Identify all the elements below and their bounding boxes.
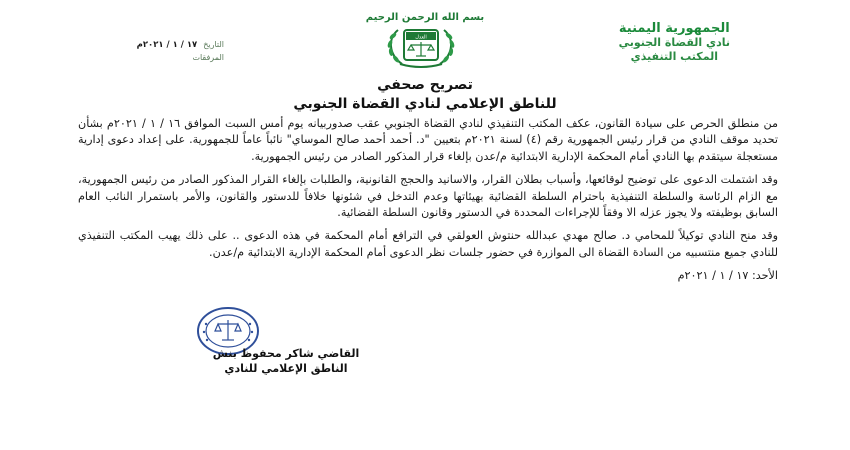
attachments-label: المرفقات (192, 53, 224, 62)
title-line-2: للناطق الإعلامي لنادي القضاة الجنوبي (293, 96, 557, 112)
org-club: نادي القضاة الجنوبي (618, 36, 730, 49)
judges-club-emblem-icon (378, 24, 464, 68)
statement-date: الأحد: ١٧ / ١ / ٢٠٢١م (677, 269, 778, 283)
paragraph-1: من منطلق الحرص على سيادة القانون، عكف المكتب التنفيذي لنادي القضاة الجنوبي عقب صدوربيانه يوم أمس السبت الموافق ١٦ / ١ / ٢٠٢١م بشأن تحديد موقف النادي من قرار رئيس الجمهورية رقم (٤) لسنة ٢٠٢١م بتعيين "د. أحمد أحمد صالح الموساي" نائباً عاماً للجمهورية. على إعداد دعوى إدارية مستعجلة سيتقدم بها النادي أمام المحكمة الإدارية الابتدائية م/عدن بإلغاء قرار المذكور الصادر من رئيس الجمهورية. (78, 117, 779, 163)
org-office: المكتب التنفيذي (630, 50, 718, 63)
signatory-name: القاضي شاكر محفوظ بنش (212, 347, 360, 360)
title-line-1: تصريح صحفي (377, 77, 473, 93)
basmala: بسم الله الرحمن الرحيم (365, 12, 485, 23)
document-meta (84, 40, 224, 62)
signature-block (196, 346, 376, 376)
signatory-role: الناطق الإعلامي للنادي (224, 362, 348, 375)
svg-text:العدل: العدل (415, 34, 427, 41)
paragraph-3: وقد منح النادي توكيلاً للمحامي د. صالح مهدي عبدالله حنتوش العولقي في الترافع أمام المحكمة في هذه الدعوى .. على ذلك يهيب المكتب التنفيذي للنادي جميع منتسبيه من السادة القضاة الى الموازرة في حضور جلسات نظر الدعوى أمام المحكمة الإدارية الابتدائية م/عدن. (78, 229, 778, 259)
page-title (0, 76, 850, 114)
org-country: الجمهورية اليمنية (618, 21, 730, 36)
date-value: ١٧ / ١ / ٢٠٢١م (136, 40, 198, 50)
organization-header (619, 22, 730, 64)
date-label: التاريخ (203, 40, 224, 49)
statement-body (78, 116, 778, 292)
paragraph-2: وقد اشتملت الدعوى على توضيح لوقائعها، وأسباب بطلان القرار، والاسانيد والحجج القانونية، والطلبات بإلغاء القرار المذكور الصادر من رئيس الجمهورية، مع الزام الرئاسة والسلطة التنفيذية باحترام السلطة القضائية بهيئاتها وعدم التدخل في شئونها خلافاً للدستور والقانون، والأمر باستمرار النائب العام السابق بوظيفته ولا يجوز عزله الا وفقاً للإجراءات المحددة في الدستور وقانون السلطة القضائية. (78, 173, 778, 220)
